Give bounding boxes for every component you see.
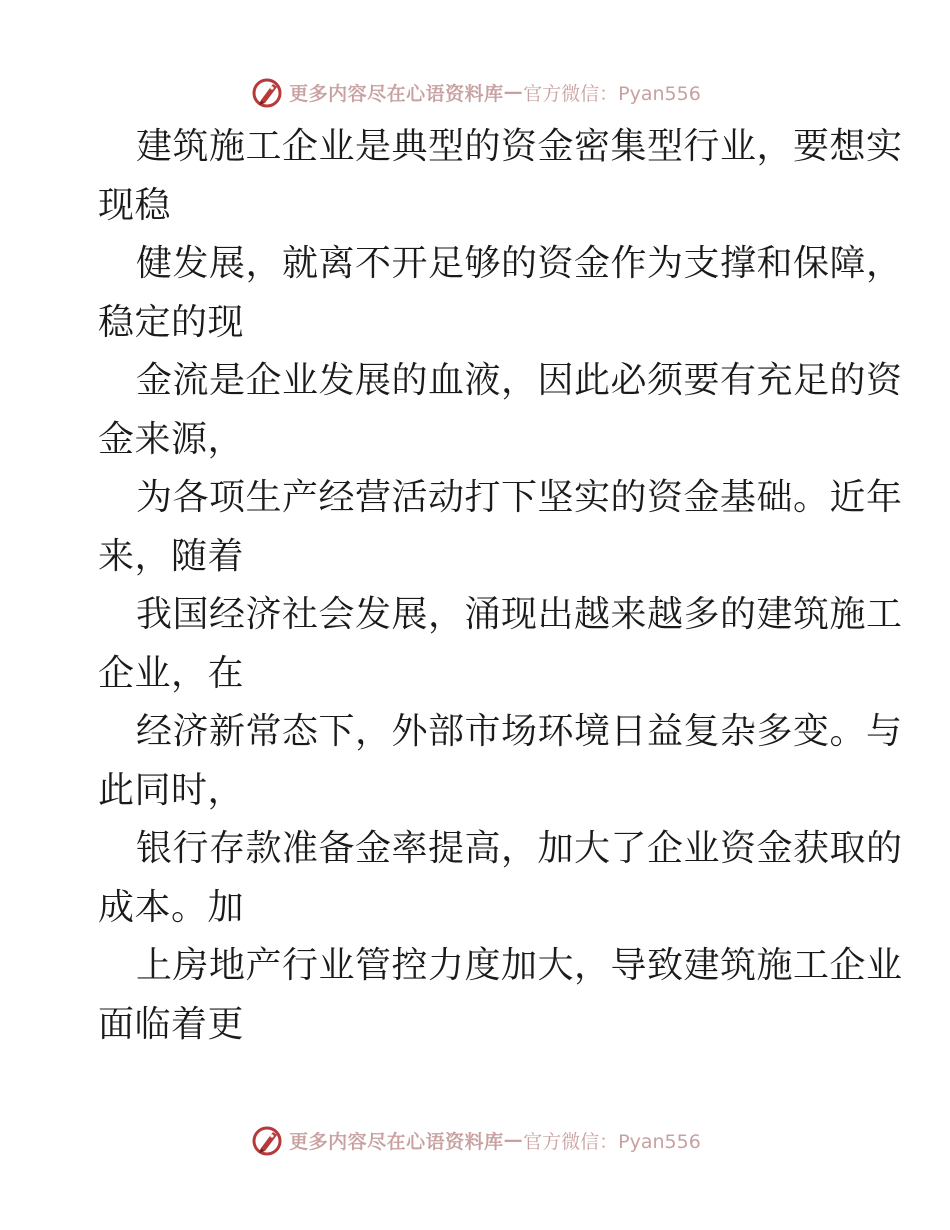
watermark-separator: — [503,81,524,103]
watermark-brand: 更多内容尽在心语资料库 [289,82,504,105]
watermark-contact: 官方微信：Pyan556 [523,1130,701,1153]
paragraph-line-rest: 面临着更 [98,1003,245,1045]
document-body [98,118,903,1054]
paragraph-line-first: 健发展，就离不开足够的资金作为支撑和保障， [136,243,903,284]
paragraph-line-first: 为各项生产经营活动打下坚实的资金基础。近年 [136,477,903,518]
paragraph-line-rest: 来，随着 [98,535,245,577]
watermark-contact: 官方微信：Pyan556 [523,82,701,105]
paragraph-line-rest: 成本。加 [98,886,245,928]
watermark-separator: — [503,1129,524,1151]
footer-watermark [0,1120,950,1160]
header-watermark [0,72,950,112]
pen-logo-icon [249,1122,285,1158]
paragraph-line-rest: 稳定的现 [98,301,245,343]
paragraph-line-first: 我国经济社会发展，涌现出越来越多的建筑施工 [136,594,903,635]
paragraph-line-first: 经济新常态下，外部市场环境日益复杂多变。与 [136,711,903,752]
paragraph-line-first: 金流是企业发展的血液，因此必须要有充足的资 [136,360,903,401]
watermark-brand: 更多内容尽在心语资料库 [289,1130,504,1153]
paragraph-line-first: 上房地产行业管控力度加大，导致建筑施工企业 [136,945,903,986]
paragraph-line-first: 银行存款准备金率提高，加大了企业资金获取的 [136,828,903,869]
paragraph-line-rest: 金来源， [98,418,245,460]
paragraph-line-rest: 企业，在 [98,652,245,694]
paragraph-line-rest: 此同时， [98,769,245,811]
paragraph-line-rest: 现稳 [98,184,172,226]
pen-logo-icon [249,74,285,110]
paragraph-line-first: 建筑施工企业是典型的资金密集型行业，要想实 [136,126,903,167]
